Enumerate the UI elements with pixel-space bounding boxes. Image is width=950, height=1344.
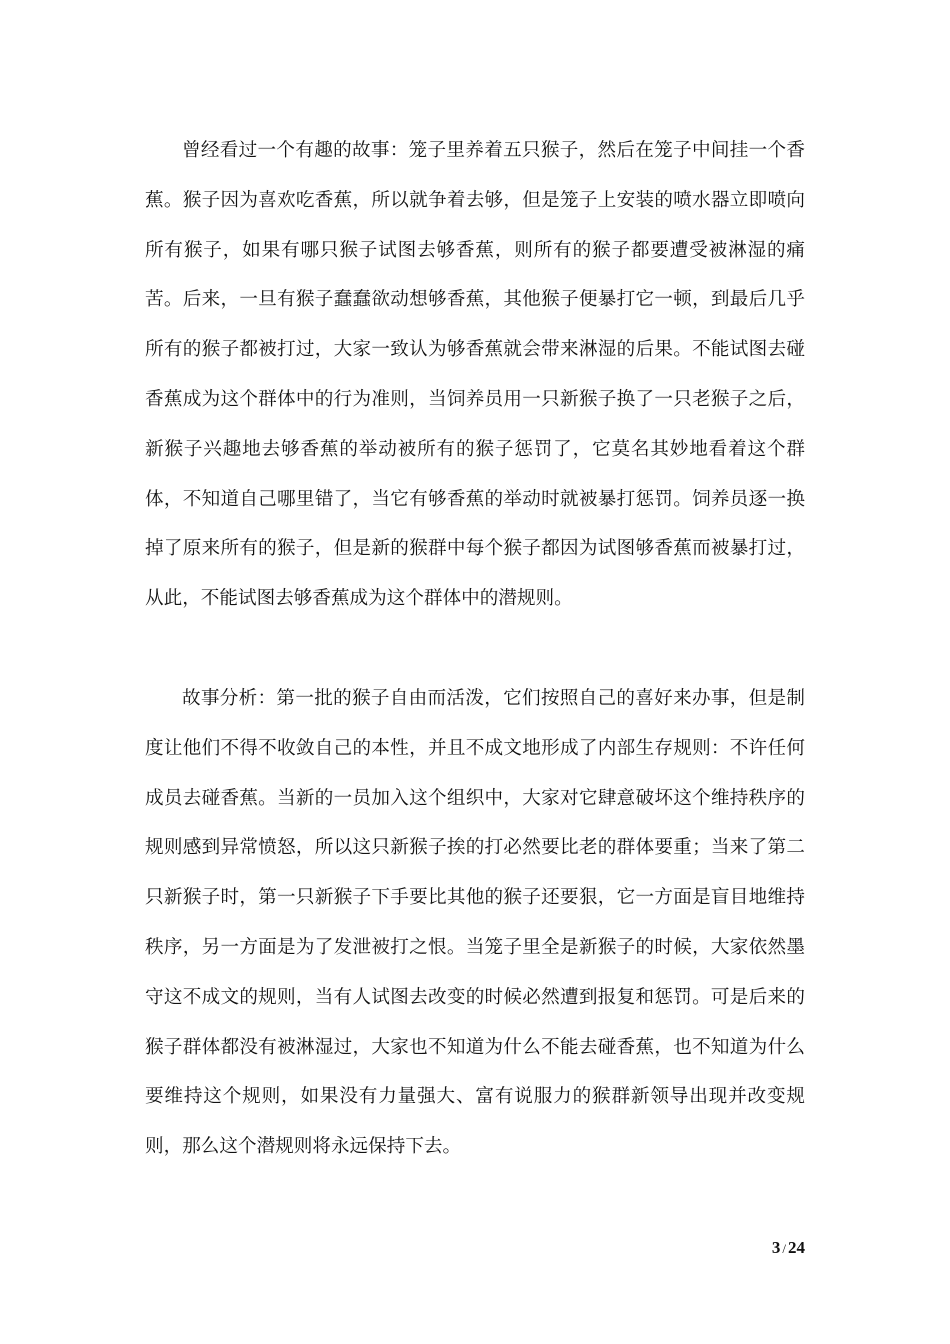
analysis-paragraph: 故事分析：第一批的猴子自由而活泼，它们按照自己的喜好来办事，但是制度让他们不得不收敛自己的本性，并且不成文地形成了内部生存规则：不许任何成员去碰香蕉。当新的一员加入这个组织中，大家对它肆意破坏这个维持秩序的规则感到异常愤怒，所以这只新猴子挨的打必然要比老的群体要重；当来了第二只新猴子时，第一只新猴子下手要比其他的猴子还要狠，它一方面是盲目地维持秩序，另一方面是为了发泄被打之恨。当笼子里全是新猴子的时候，大家依然墨守这不成文的规则，当有人试图去改变的时候必然遭到报复和惩罚。可是后来的猴子群体都没有被淋湿过，大家也不知道为什么不能去碰香蕉，也不知道为什么要维持这个规则，如果没有力量强大、富有说服力的猴群新领导出现并改变规则，那么这个潜规则将永远保持下去。 xyxy=(145,688,805,1158)
page-number-separator: / xyxy=(782,1241,786,1256)
page-number xyxy=(772,1238,805,1258)
total-page-count: 24 xyxy=(788,1238,805,1257)
current-page-number: 3 xyxy=(771,1238,781,1257)
story-paragraph: 曾经看过一个有趣的故事：笼子里养着五只猴子，然后在笼子中间挂一个香蕉。猴子因为喜欢吃香蕉，所以就争着去够，但是笼子上安装的喷水器立即喷向所有猴子，如果有哪只猴子试图去够香蕉，则所有的猴子都要遭受被淋湿的痛苦。后来，一旦有猴子蠢蠢欲动想够香蕉，其他猴子便暴打它一顿，到最后几乎所有的猴子都被打过，大家一致认为够香蕉就会带来淋湿的后果。不能试图去碰香蕉成为这个群体中的行为准则，当饲养员用一只新猴子换了一只老猴子之后，新猴子兴趣地去够香蕉的举动被所有的猴子惩罚了，它莫名其妙地看着这个群体，不知道自己哪里错了，当它有够香蕉的举动时就被暴打惩罚。饲养员逐一换掉了原来所有的猴子，但是新的猴群中每个猴子都因为试图够香蕉而被暴打过，从此，不能试图去够香蕉成为这个群体中的潜规则。 xyxy=(145,140,805,610)
